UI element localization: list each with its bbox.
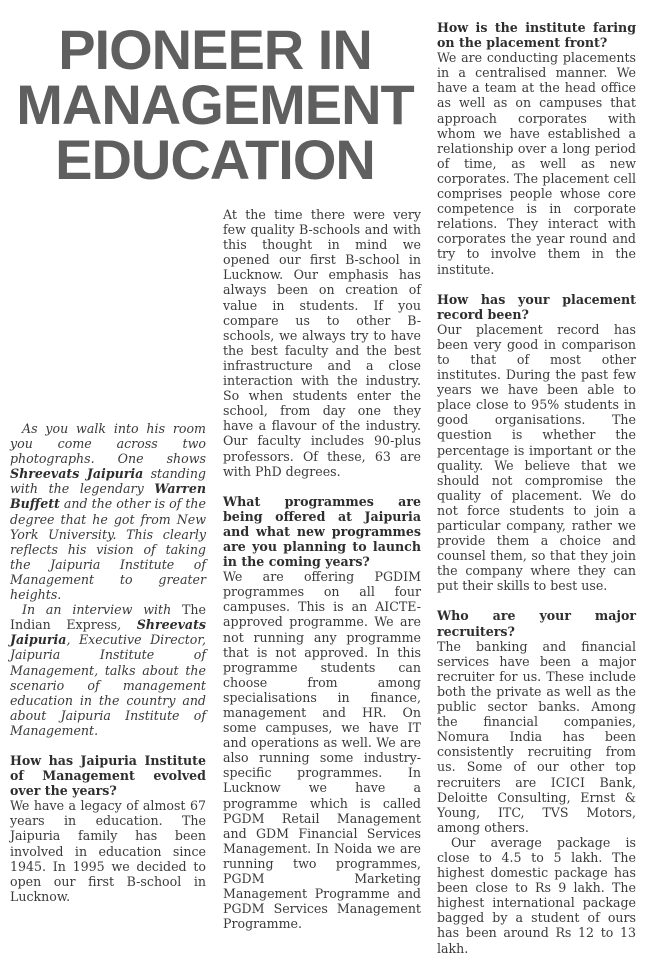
answer-5-part-2: Our average package is close to 4.5 to 5 lakh. The highest domestic package has been close to Rs 9 lakh. The highest international package bagged by a student of ours has been around Rs 12 to 13 lakh.	[437, 834, 636, 956]
warren-buffett-name: Warren Buffett	[10, 481, 206, 512]
question-4: How has your placement record been?	[437, 291, 636, 322]
headline-line-2: MANAGEMENT	[16, 73, 414, 136]
answer-1-part-1: We have a legacy of almost 67 years in education. The Jaipuria family has been involved in education since 1945. In 1995 we decided to open our first B-school in Lucknow.	[10, 798, 206, 904]
headline	[10, 18, 420, 191]
answer-3: We are conducting placements in a centralised manner. We have a team at the head office as well as on campuses that approach corporates with whom we have established a relationship over a long period of time, as well as new corporates. The placement cell comprises people whose core competence is in corporate relations. They interact with corporates the year round and try to involve them in the institute.	[437, 50, 636, 277]
answer-1-part-2: At the time there were very few quality B-schools and with this thought in mind we opened our first B-school in Lucknow. Our emphasis has always been on creation of value in students. If you compare us to other B-schools, we always try to have the best faculty and the best infrastructure and a close interaction with the industry. So when students enter the school, from day one they have a flavour of the industry. Our faculty includes 90-plus professors. Of these, 63 are with PhD degrees.	[223, 207, 421, 479]
interviewee-name: Shreevats Jaipuria	[10, 466, 144, 482]
intro-paragraph-2	[10, 602, 206, 738]
question-2: What programmes are being offered at Jaipuria and what new programmes are you planning to launch in the coming years?	[223, 493, 421, 570]
intro-text: In an interview with	[22, 602, 183, 618]
intro-text: , Executive Director, Jaipuria Institute of Management, talks about the scenario of management education in the country and about Jaipuria Institute of Management.	[10, 632, 206, 738]
answer-4: Our placement record has been very good in comparison to that of most other institutes. During the past few years we have been able to place close to 95% students in good organisations. The question is whether the percentage is important or the quality. We believe that we should not compromise the quality of placement. We do not force students to join a particular company, rather we provide them a choice and counsel them, so that they join the company where they can put their skills to best use.	[437, 321, 636, 594]
intro-paragraph-1	[10, 421, 206, 602]
headline-line-3: EDUCATION	[55, 128, 375, 191]
question-5: Who are your major recruiters?	[437, 608, 636, 639]
question-3: How is the institute faring on the placement front?	[437, 20, 636, 51]
headline-line-1: PIONEER IN	[58, 18, 372, 81]
column-middle	[223, 207, 421, 931]
answer-2: We are offering PGDIM programmes on all four campuses. This is an AICTE-approved programme. We are not running any programme that is not approved. In this programme students can choose from among specialisations in finance, management and HR. On some campuses, we have IT and operations as well. We are also running some industry-specific programmes. In Lucknow we have a programme which is called PGDM Retail Management and GDM Financial Services Management. In Noida we are running two programmes, PGDM Marketing Management Programme and PGDM Services Management Programme.	[223, 569, 421, 932]
intro-text: standing with the legendary	[10, 466, 206, 497]
column-right	[437, 20, 636, 956]
intro-text: and the other is of the degree that he got from New York University. This clearly reflects his vision of taking the Jaipuria Institute of Management to greater heights.	[10, 496, 206, 603]
newspaper-name: The Indian Express	[10, 602, 206, 633]
interviewee-name: Shreevats Jaipuria	[10, 617, 206, 648]
intro-text: ,	[117, 617, 137, 633]
column-left	[10, 421, 206, 904]
question-1: How has Jaipuria Institute of Management evolved over the years?	[10, 752, 206, 799]
intro-text: As you walk into his room you come across two photographs. One shows	[10, 421, 206, 467]
answer-5: The banking and financial services have been a major recruiter for us. These include both the private as well as the public sector banks. Among the financial companies, Nomura India has been consistently recruiting from us. Some of our other top recruiters are ICICI Bank, Deloitte Consulting, Ernst & Young, ITC, TVS Motors, among others.	[437, 638, 636, 835]
